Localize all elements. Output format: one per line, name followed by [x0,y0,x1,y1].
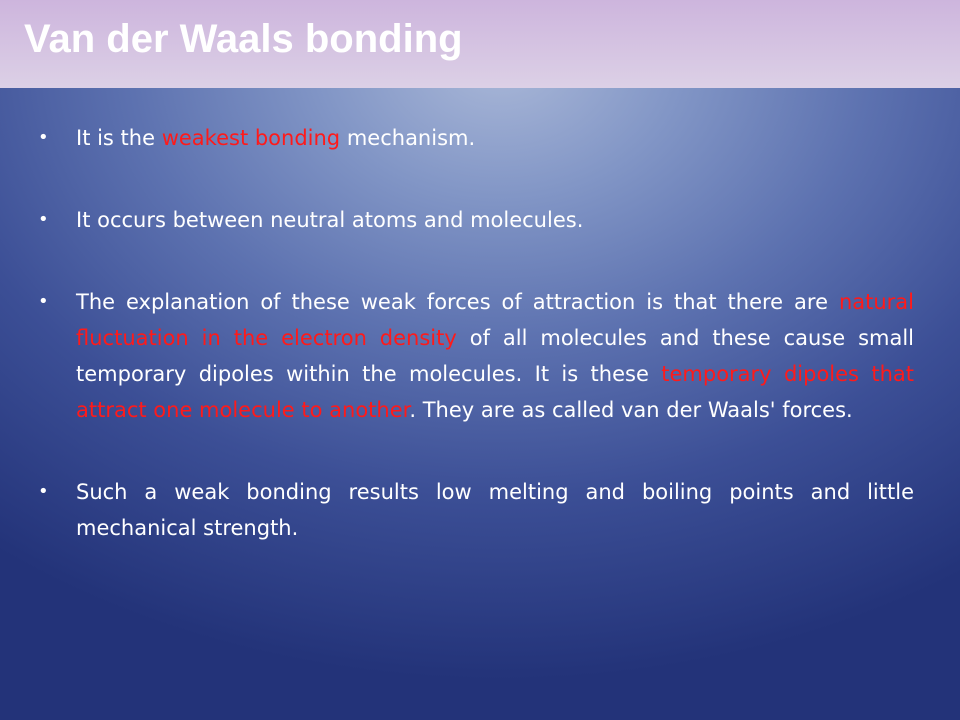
bullet-list [36,120,914,546]
bullet-item-weakest [36,120,914,156]
slide-title: Van der Waals bonding [24,17,463,61]
bullet-text: mechanism. [340,126,476,150]
bullet-text: of all molecules and these cause small temporary dipoles within the molecules. It is these [76,326,915,386]
bullet-item-explanation [36,284,914,428]
bullet-dot-icon: • [38,481,49,502]
bullet-text: It is the [76,126,162,150]
bullet-dot-icon: • [38,209,49,230]
bullet-dot-icon: • [38,127,49,148]
highlight-text: natural fluctuation in the electron density [76,290,914,350]
title-bar [0,0,960,88]
bullet-text: It occurs between neutral atoms and molecules. [76,208,584,232]
bullet-text: Such a weak bonding results low melting and boiling points and little mechanical strength. [76,480,914,540]
bullet-text: The explanation of these weak forces of attraction is that there are [76,290,839,314]
bullet-dot-icon: • [38,291,49,312]
highlight-text: temporary dipoles that attract one molecule to another [76,362,915,422]
bullet-item-weak-bonding [36,474,914,546]
bullet-text: . They are as called van der Waals' forces. [409,398,853,422]
bullet-item-neutral [36,202,914,238]
highlight-text: weakest bonding [161,126,341,150]
